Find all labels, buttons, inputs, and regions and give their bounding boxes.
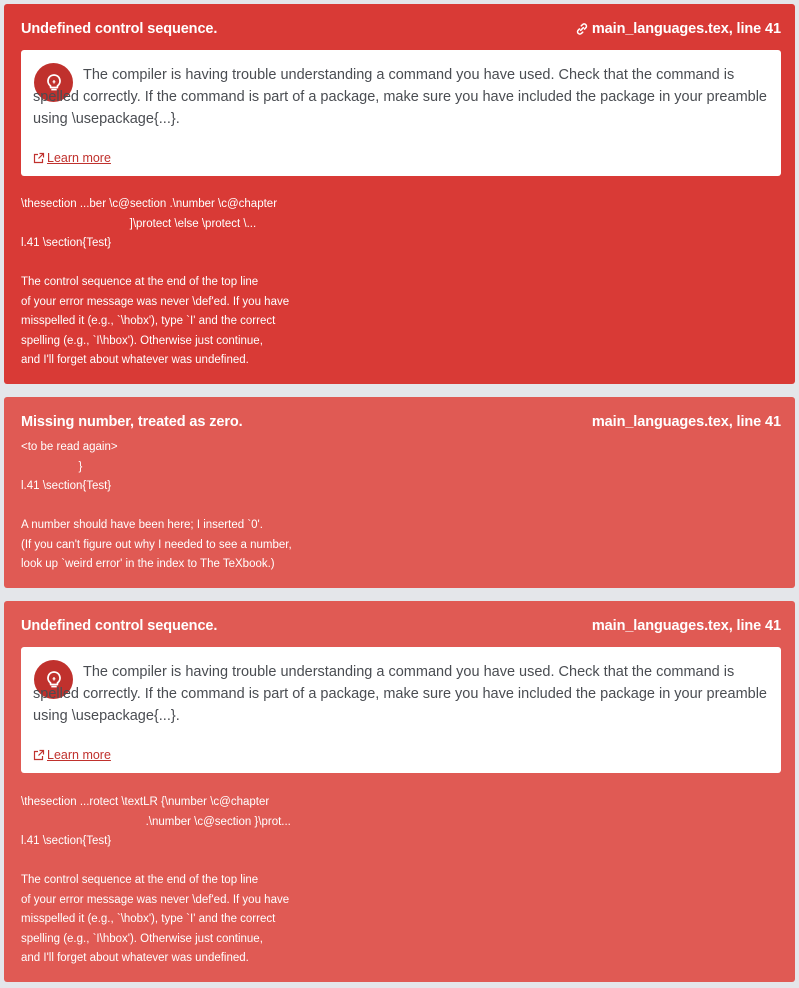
- log-entry-undefined-control-sequence-2[interactable]: [4, 601, 795, 982]
- log-entry-title: Missing number, treated as zero.: [21, 414, 243, 430]
- log-entry-missing-number[interactable]: [4, 397, 795, 588]
- link-icon: [575, 22, 589, 36]
- log-entry-header: [21, 618, 781, 638]
- log-entry-location[interactable]: main_languages.tex, line 41: [591, 618, 781, 634]
- hint-box: [21, 50, 781, 176]
- hint-text: The compiler is having trouble understanding a command you have used. Check that the command is spelled correctly. If the command is part of a package, make sure you have included the package in your preamble using \usepackage{...}.: [33, 67, 767, 127]
- learn-more-link[interactable]: [33, 748, 111, 762]
- external-link-icon: [33, 152, 45, 164]
- hint-box: [21, 647, 781, 773]
- log-entry-title: Undefined control sequence.: [21, 618, 218, 634]
- external-link-icon: [33, 749, 45, 761]
- hint-text: The compiler is having trouble understanding a command you have used. Check that the command is spelled correctly. If the command is part of a package, make sure you have included the package in your preamble using \usepackage{...}.: [33, 664, 767, 724]
- log-entry-location[interactable]: main_languages.tex, line 41: [591, 21, 781, 37]
- log-entry-raw-output: \thesection ...rotect \textLR {\number \c@chapter .\number \c@section }\prot... l.41 \section{Test} The control sequence at the end of the top line of your error message was never \def'ed. If you have misspelled it (e.g., `\hobx'), type `I' and the correct spelling (e.g., `I\hbox'). Otherwise just continue, and I'll forget about whatever was undefined.: [21, 796, 291, 964]
- log-entry-location-link[interactable]: [575, 21, 781, 37]
- learn-more-label[interactable]: Learn more: [47, 151, 111, 165]
- log-entry-raw-output: <to be read again> } l.41 \section{Test} A number should have been here; I inserted `0'. (If you can't figure out why I needed to see a number, look up `weird error' in the index to The TeXbook.): [21, 441, 292, 570]
- learn-more-link[interactable]: [33, 151, 111, 165]
- log-entry-location[interactable]: main_languages.tex, line 41: [591, 414, 781, 430]
- log-entry-header: [21, 21, 781, 41]
- log-entry-raw-output: \thesection ...ber \c@section .\number \c@chapter ]\protect \else \protect \... l.41 \section{Test} The control sequence at the end of the top line of your error message was never \def'ed. If you have misspelled it (e.g., `\hobx'), type `I' and the correct spelling (e.g., `I\hbox'). Otherwise just continue, and I'll forget about whatever was undefined.: [21, 198, 290, 366]
- log-entry-undefined-control-sequence-1[interactable]: [4, 4, 795, 384]
- log-entry-title: Undefined control sequence.: [21, 21, 218, 37]
- learn-more-label[interactable]: Learn more: [47, 748, 111, 762]
- log-entry-header: [21, 414, 781, 434]
